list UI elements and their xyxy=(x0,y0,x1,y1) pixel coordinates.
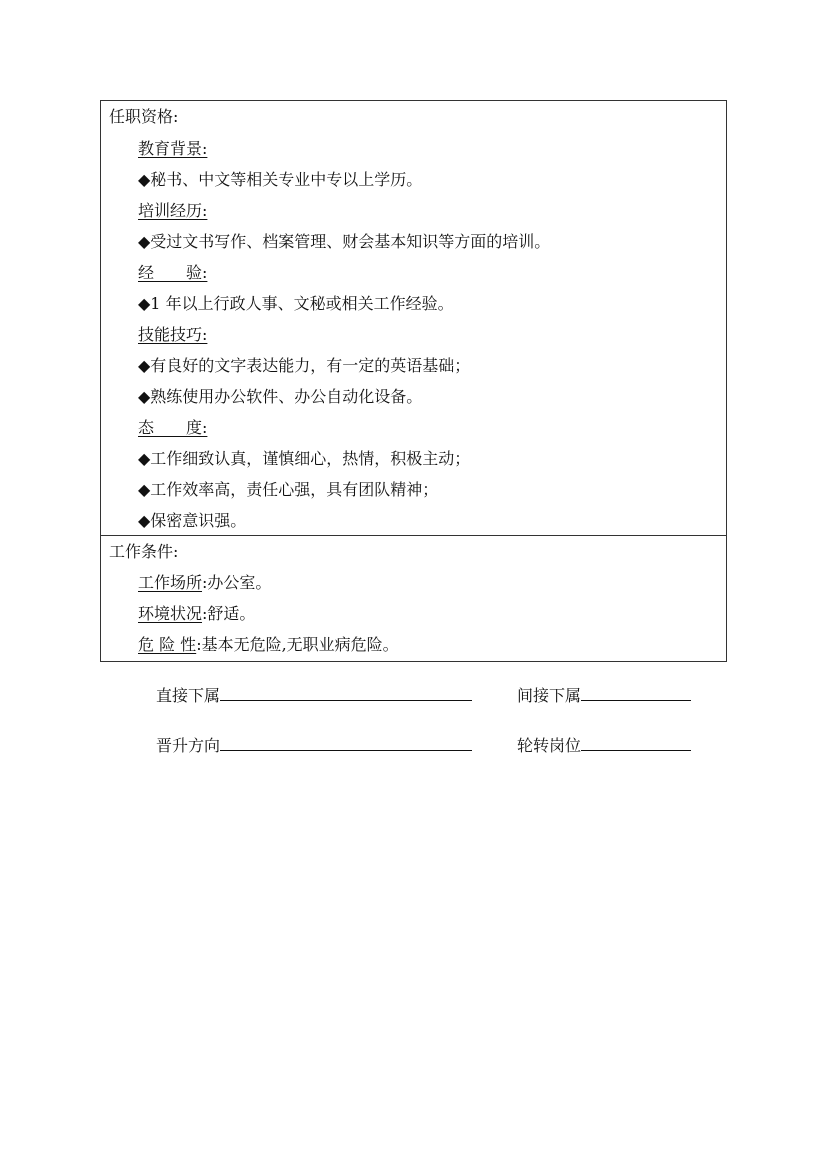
skills-label: 技能技巧: xyxy=(138,325,208,344)
indirect-subordinate-field xyxy=(517,684,691,706)
skills-item: ◆有良好的文字表达能力，有一定的英语基础； xyxy=(138,356,471,375)
condition-value: :基本无危险,无职业病危险。 xyxy=(196,635,399,654)
promotion-path-label: 晋升方向 xyxy=(156,736,221,755)
education-item: ◆秘书、中文等相关专业中专以上学历。 xyxy=(138,170,423,189)
education-label: 教育背景: xyxy=(138,139,208,158)
rotation-position-blank[interactable] xyxy=(581,734,691,751)
condition-row-hazard xyxy=(138,635,399,655)
experience-label: 经 验: xyxy=(138,263,208,282)
direct-subordinate-blank[interactable] xyxy=(220,684,472,701)
condition-value: :舒适。 xyxy=(202,604,256,623)
conditions-section xyxy=(100,535,727,662)
attitude-item: ◆工作效率高，责任心强，具有团队精神； xyxy=(138,480,439,499)
indirect-subordinate-blank[interactable] xyxy=(581,684,691,701)
indirect-subordinate-label: 间接下属 xyxy=(517,686,582,705)
skills-item: ◆熟练使用办公软件、办公自动化设备。 xyxy=(138,387,423,406)
direct-subordinate-field xyxy=(156,684,472,706)
promotion-path-field xyxy=(156,734,472,756)
experience-item: ◆1 年以上行政人事、文秘或相关工作经验。 xyxy=(138,294,454,313)
condition-row-environment xyxy=(138,604,255,624)
condition-row-workplace xyxy=(138,573,271,593)
conditions-title: 工作条件: xyxy=(109,542,179,561)
promotion-path-blank[interactable] xyxy=(220,734,472,751)
qualifications-title: 任职资格: xyxy=(109,107,179,126)
rotation-position-field xyxy=(517,734,691,756)
training-item: ◆受过文书写作、档案管理、财会基本知识等方面的培训。 xyxy=(138,232,551,251)
qualifications-section xyxy=(100,100,727,536)
attitude-label: 态 度: xyxy=(138,418,208,437)
condition-label: 工作场所 xyxy=(138,573,203,592)
condition-value: :办公室。 xyxy=(202,573,272,592)
rotation-position-label: 轮转岗位 xyxy=(517,736,582,755)
direct-subordinate-label: 直接下属 xyxy=(156,686,221,705)
condition-label: 危 险 性 xyxy=(138,635,197,654)
training-label: 培训经历: xyxy=(138,201,208,220)
condition-label: 环境状况 xyxy=(138,604,203,623)
attitude-item: ◆工作细致认真，谨慎细心，热情，积极主动； xyxy=(138,449,471,468)
attitude-item: ◆保密意识强。 xyxy=(138,511,247,530)
